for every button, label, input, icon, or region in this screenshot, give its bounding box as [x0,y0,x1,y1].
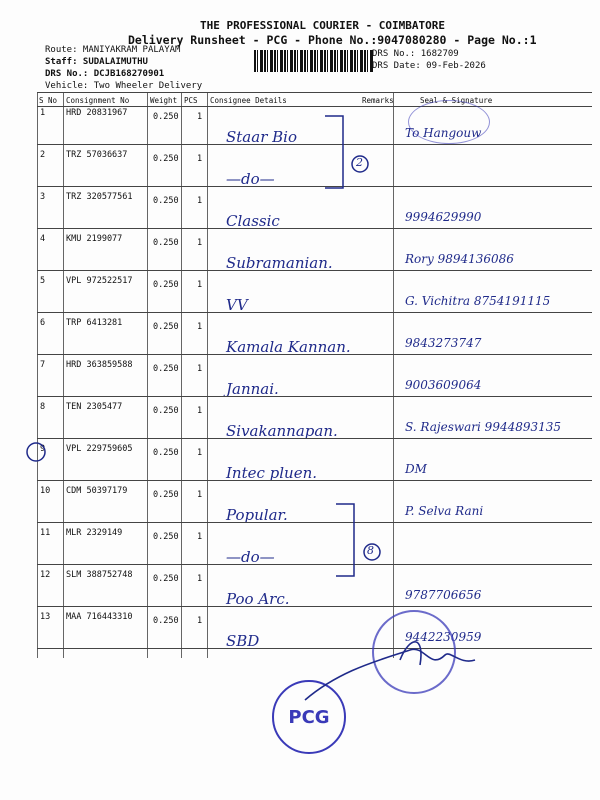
row-sno: 4 [40,234,46,244]
row-weight: 0.250 [153,574,179,584]
row-divider [37,438,592,439]
row-consignment-no: VPL 972522517 [66,276,133,286]
document-title: THE PROFESSIONAL COURIER - COIMBATORE [200,19,446,32]
row-consignee-handwriting: Intec pluen. [226,464,318,482]
row-consignment-no: SLM 388752748 [66,570,133,580]
vehicle-label: Vehicle: Two Wheeler Delivery [45,81,203,91]
row-divider [37,480,592,481]
row-divider [37,522,592,523]
row-sno: 6 [40,318,46,328]
row-consignee-handwriting: —do— [226,548,275,566]
route-label: Route: MANIYAKRAM PALAYAM [45,45,181,55]
top-seal-stamp [408,100,490,144]
row-pcs: 1 [197,448,203,458]
barcode-image [254,50,374,72]
drs-number-right: DRS No.: 1682709 [372,49,459,59]
row-consignment-no: HRD 363859588 [66,360,133,370]
row-consignment-no: MLR 2329149 [66,528,123,538]
row-weight: 0.250 [153,280,179,290]
row-sno: 9 [40,444,46,454]
row-sno: 13 [40,612,51,622]
col-header-weight: Weight [150,96,178,105]
pcg-stamp: PCG [272,680,346,754]
col-header-pcs: PCS [184,96,198,105]
row-sno: 2 [40,150,46,160]
row-seal-handwriting: To Hangouw [405,126,482,140]
bracket-mark-bottom [330,500,390,580]
row-seal-handwriting: Rory 9894136086 [405,252,514,266]
table-top-border [37,92,592,93]
row-consignment-no: HRD 20831967 [66,108,128,118]
row-sno: 10 [40,486,51,496]
row-pcs: 1 [197,154,203,164]
row-pcs: 1 [197,490,203,500]
row-seal-handwriting: 9843273747 [405,336,482,350]
row-consignment-no: CDM 50397179 [66,486,128,496]
row-pcs: 1 [197,532,203,542]
row-seal-handwriting: 9442230959 [405,630,482,644]
row-sno: 11 [40,528,51,538]
row-seal-handwriting: 9787706656 [405,588,482,602]
row-consignment-no: TRZ 57036637 [66,150,128,160]
col-header-sno: S No [39,96,58,105]
row-pcs: 1 [197,322,203,332]
row-weight: 0.250 [153,322,179,332]
row-consignment-no: TRZ 320577561 [66,192,133,202]
row-sno: 8 [40,402,46,412]
row-weight: 0.250 [153,532,179,542]
row-consignee-handwriting: Classic [226,212,280,230]
row-consignee-handwriting: Sivakannapan. [226,422,338,440]
grid-line [147,92,148,658]
col-header-remarks: Remarks [362,96,394,105]
col-header-seal: Seal & Signature [420,96,493,105]
signature-image [300,630,480,710]
row-weight: 0.250 [153,364,179,374]
row-divider [37,228,592,229]
bracket-count-top: 2 [356,156,363,169]
drs-date: DRS Date: 09-Feb-2026 [372,61,486,71]
row-weight: 0.250 [153,154,179,164]
row-sno: 12 [40,570,51,580]
row-consignment-no: MAA 716443310 [66,612,133,622]
header-divider [37,106,592,107]
row-sno: 7 [40,360,46,370]
row-seal-handwriting: S. Rajeswari 9944893135 [405,420,562,434]
row-consignee-handwriting: Staar Bio [226,128,297,146]
row-consignee-handwriting: Subramanian. [226,254,333,272]
bracket-count-bottom: 8 [367,544,374,557]
row-divider [37,396,592,397]
row-sno: 5 [40,276,46,286]
row-pcs: 1 [197,196,203,206]
row-consignee-handwriting: VV [226,296,248,314]
row-seal-handwriting: DM [405,462,427,476]
col-header-consignment: Consignment No [66,96,130,105]
grid-line [63,92,64,658]
row-consignee-handwriting: SBD [226,632,260,650]
document-subtitle: Delivery Runsheet - PCG - Phone No.:9047080280 - Page No.:1 [128,33,537,47]
row-consignment-no: TRP 6413281 [66,318,123,328]
row-divider [37,564,592,565]
row-seal-handwriting: 9994629990 [405,210,482,224]
row-weight: 0.250 [153,112,179,122]
grid-line [207,92,208,658]
row-consignee-handwriting: Popular. [226,506,288,524]
row-consignment-no: TEN 2305477 [66,402,123,412]
drs-number-label: DRS No.: DCJB168270901 [45,69,165,79]
row-weight: 0.250 [153,490,179,500]
row-consignee-handwriting: Poo Arc. [226,590,290,608]
row-sno: 3 [40,192,46,202]
grid-line [37,92,38,658]
row-pcs: 1 [197,238,203,248]
row-pcs: 1 [197,112,203,122]
row-consignee-handwriting: Jannai. [226,380,279,398]
row-seal-handwriting: 9003609064 [405,378,482,392]
row-consignee-handwriting: —do— [226,170,275,188]
row-weight: 0.250 [153,448,179,458]
row-weight: 0.250 [153,196,179,206]
staff-label: Staff: SUDALAIMUTHU [45,57,148,67]
grid-line [393,92,394,658]
bracket-mark-top [315,112,375,192]
row-consignee-handwriting: Kamala Kannan. [226,338,351,356]
circle-mark [24,440,48,464]
row-seal-handwriting: P. Selva Rani [405,504,484,518]
row-pcs: 1 [197,280,203,290]
row-divider [37,312,592,313]
grid-line [181,92,182,658]
row-seal-handwriting: G. Vichitra 8754191115 [405,294,551,308]
row-pcs: 1 [197,574,203,584]
row-weight: 0.250 [153,238,179,248]
row-weight: 0.250 [153,406,179,416]
row-weight: 0.250 [153,616,179,626]
row-pcs: 1 [197,364,203,374]
row-consignment-no: VPL 229759605 [66,444,133,454]
row-pcs: 1 [197,406,203,416]
row-divider [37,270,592,271]
row-pcs: 1 [197,616,203,626]
row-divider [37,606,592,607]
col-header-consignee: Consignee Details [210,96,287,105]
row-divider [37,354,592,355]
row-sno: 1 [40,108,46,118]
row-consignment-no: KMU 2199077 [66,234,123,244]
